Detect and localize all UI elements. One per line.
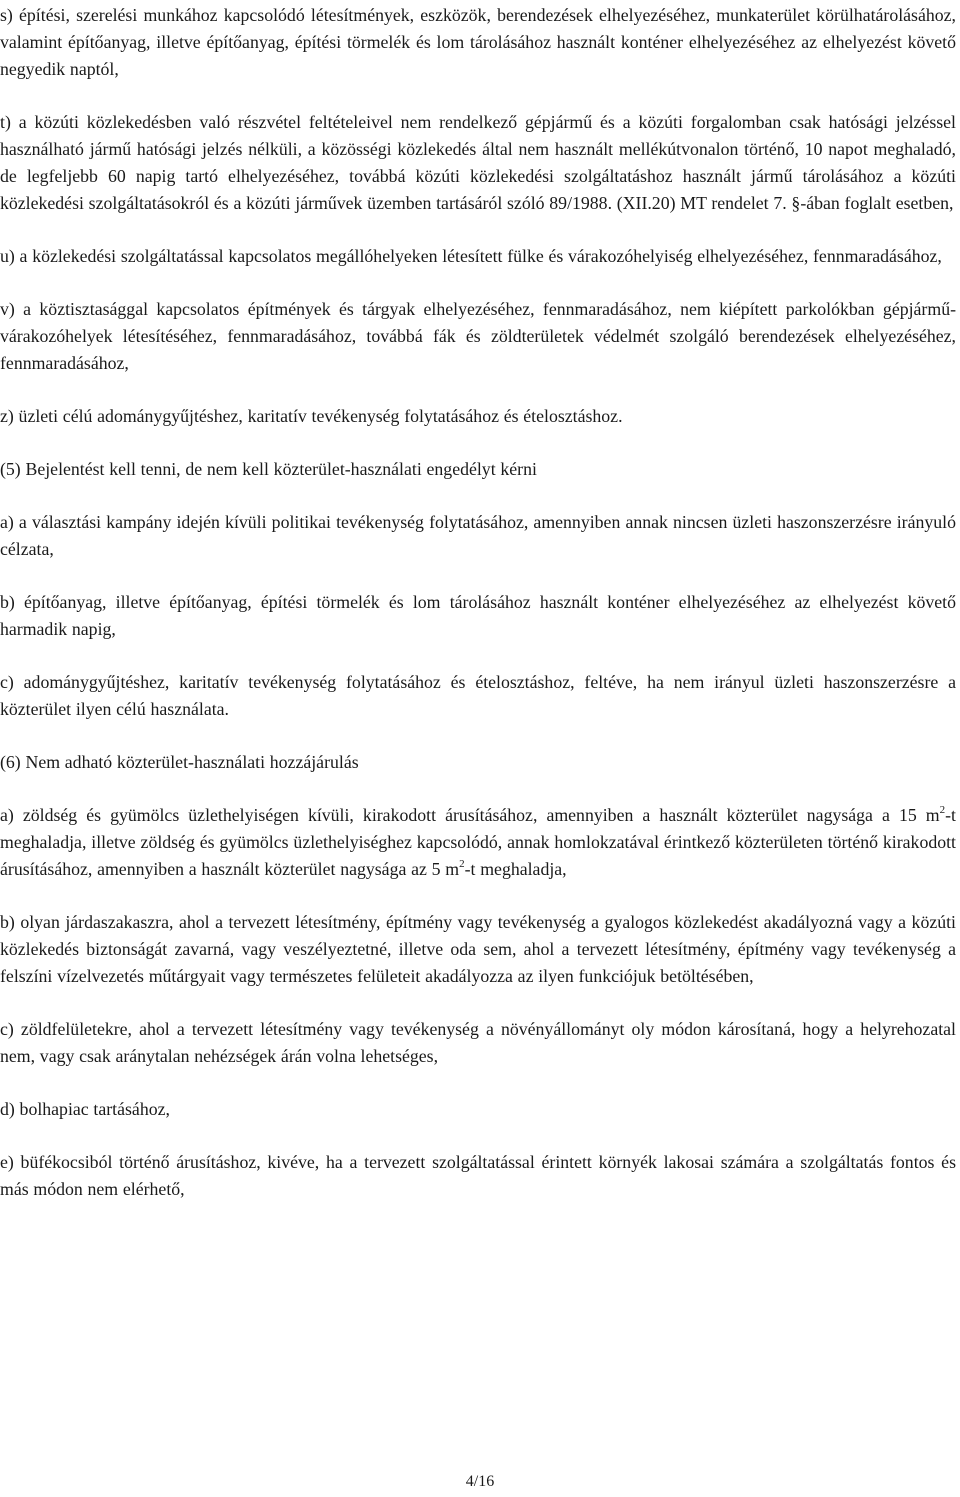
square-superscript-1: 2 [939,804,946,817]
section-6-item-e: e) büfékocsiból történő árusításhoz, kivéve, ha a tervezett szolgáltatással érintett környék lakosai számára a szolgáltatás fontos és más módon nem elérhető, [0,1152,956,1199]
page-number: 4/16 [465,1473,495,1490]
section-5-item-b: b) építőanyag, illetve építőanyag, építési törmelék és lom tárolásához használt konténer elhelyezéséhez az elhelyezést követő harmadik napig, [0,592,956,639]
section-6-item-a-text-3: -t meghaladja, [464,859,567,879]
section-6-item-a [0,802,956,883]
section-6-item-c: c) zöldfelületekre, ahol a tervezett létesítmény vagy tevékenység a növényállományt oly módon károsítaná, hogy a helyrehozatal nem, vagy csak aránytalan nehézségek árán volna lehetséges, [0,1019,956,1066]
paragraph-t: t) a közúti közlekedésben való részvétel feltételeivel nem rendelkező gépjármű és a közúti forgalomban csak hatósági jelzéssel használható jármű hatósági jelzés nélküli, a közösségi közlekedés által nem használt mellékútvonalon történő, 10 napot meghaladó, de legfeljebb 60 napig tartó elhelyezéséhez, továbbá közúti közlekedési szolgáltatáshoz használt jármű tárolásához a közúti közlekedési szolgáltatásokról és a közúti járművek üzemben tartásáról szóló 89/1988. (XII.20) MT rendelet 7. §-ában foglalt esetben, [0,112,956,213]
section-6-item-a-text-2: -t meghaladja, illetve zöldség és gyümölcs üzlethelyiséghez kapcsolódó, annak homlokzatával érintkező közterületen történő kirakodott árusításához, amennyiben a használt közterület nagysága az 5 m [0,805,956,879]
paragraph-u: u) a közlekedési szolgáltatással kapcsolatos megállóhelyeken létesített fülke és várakozóhelyiség elhelyezéséhez, fennmaradásához, [0,246,942,266]
paragraph-s: s) építési, szerelési munkához kapcsolódó létesítmények, eszközök, berendezések elhelyezéséhez, munkaterület körülhatárolásához, valamint építőanyag, illetve építőanyag, építési törmelék és lom tárolásához használt konténer elhelyezéséhez az elhelyezést követő negyedik naptól, [0,5,956,79]
paragraph-v: v) a köztisztasággal kapcsolatos építmények és tárgyak elhelyezéséhez, fennmaradásához, nem kiépített parkolókban gépjármű-várakozóhelyek létesítéséhez, fennmaradásához, továbbá fák és zöldterületek védelmét szolgáló berendezések elhelyezéséhez, fennmaradásához, [0,299,956,373]
section-6-item-a-text-1: a) zöldség és gyümölcs üzlethelyiségen kívüli, kirakodott árusításához, amennyiben a használt közterület nagysága a 15 m [0,805,940,825]
section-5-item-a: a) a választási kampány idején kívüli politikai tevékenység folytatásához, amennyiben annak nincsen üzleti haszonszerzésre irányuló célzata, [0,512,956,559]
section-6-item-b: b) olyan járdaszakaszra, ahol a tervezett létesítmény, építmény vagy tevékenység a gyalogos közlekedést akadályozná vagy a közúti közlekedés biztonságát zavarná, vagy veszélyeztetné, illetve oda sem, ahol a tervezett létesítmény, építmény vagy tevékenység a felszíni vízelvezetés műtárgyait vagy természetes felületeit akadályozza az ilyen funkciójuk betöltésében, [0,912,956,986]
section-5-item-c: c) adománygyűjtéshez, karitatív tevékenység folytatásához és ételosztáshoz, feltéve, ha nem irányul üzleti haszonszerzésre a közterület ilyen célú használata. [0,672,956,719]
paragraph-z: z) üzleti célú adománygyűjtéshez, karitatív tevékenység folytatásához és ételosztáshoz. [0,406,623,426]
section-6-heading: (6) Nem adható közterület-használati hozzájárulás [0,752,359,772]
section-6-item-d: d) bolhapiac tartásához, [0,1099,170,1119]
section-5-heading: (5) Bejelentést kell tenni, de nem kell közterület-használati engedélyt kérni [0,459,537,479]
square-superscript-2: 2 [459,858,465,871]
